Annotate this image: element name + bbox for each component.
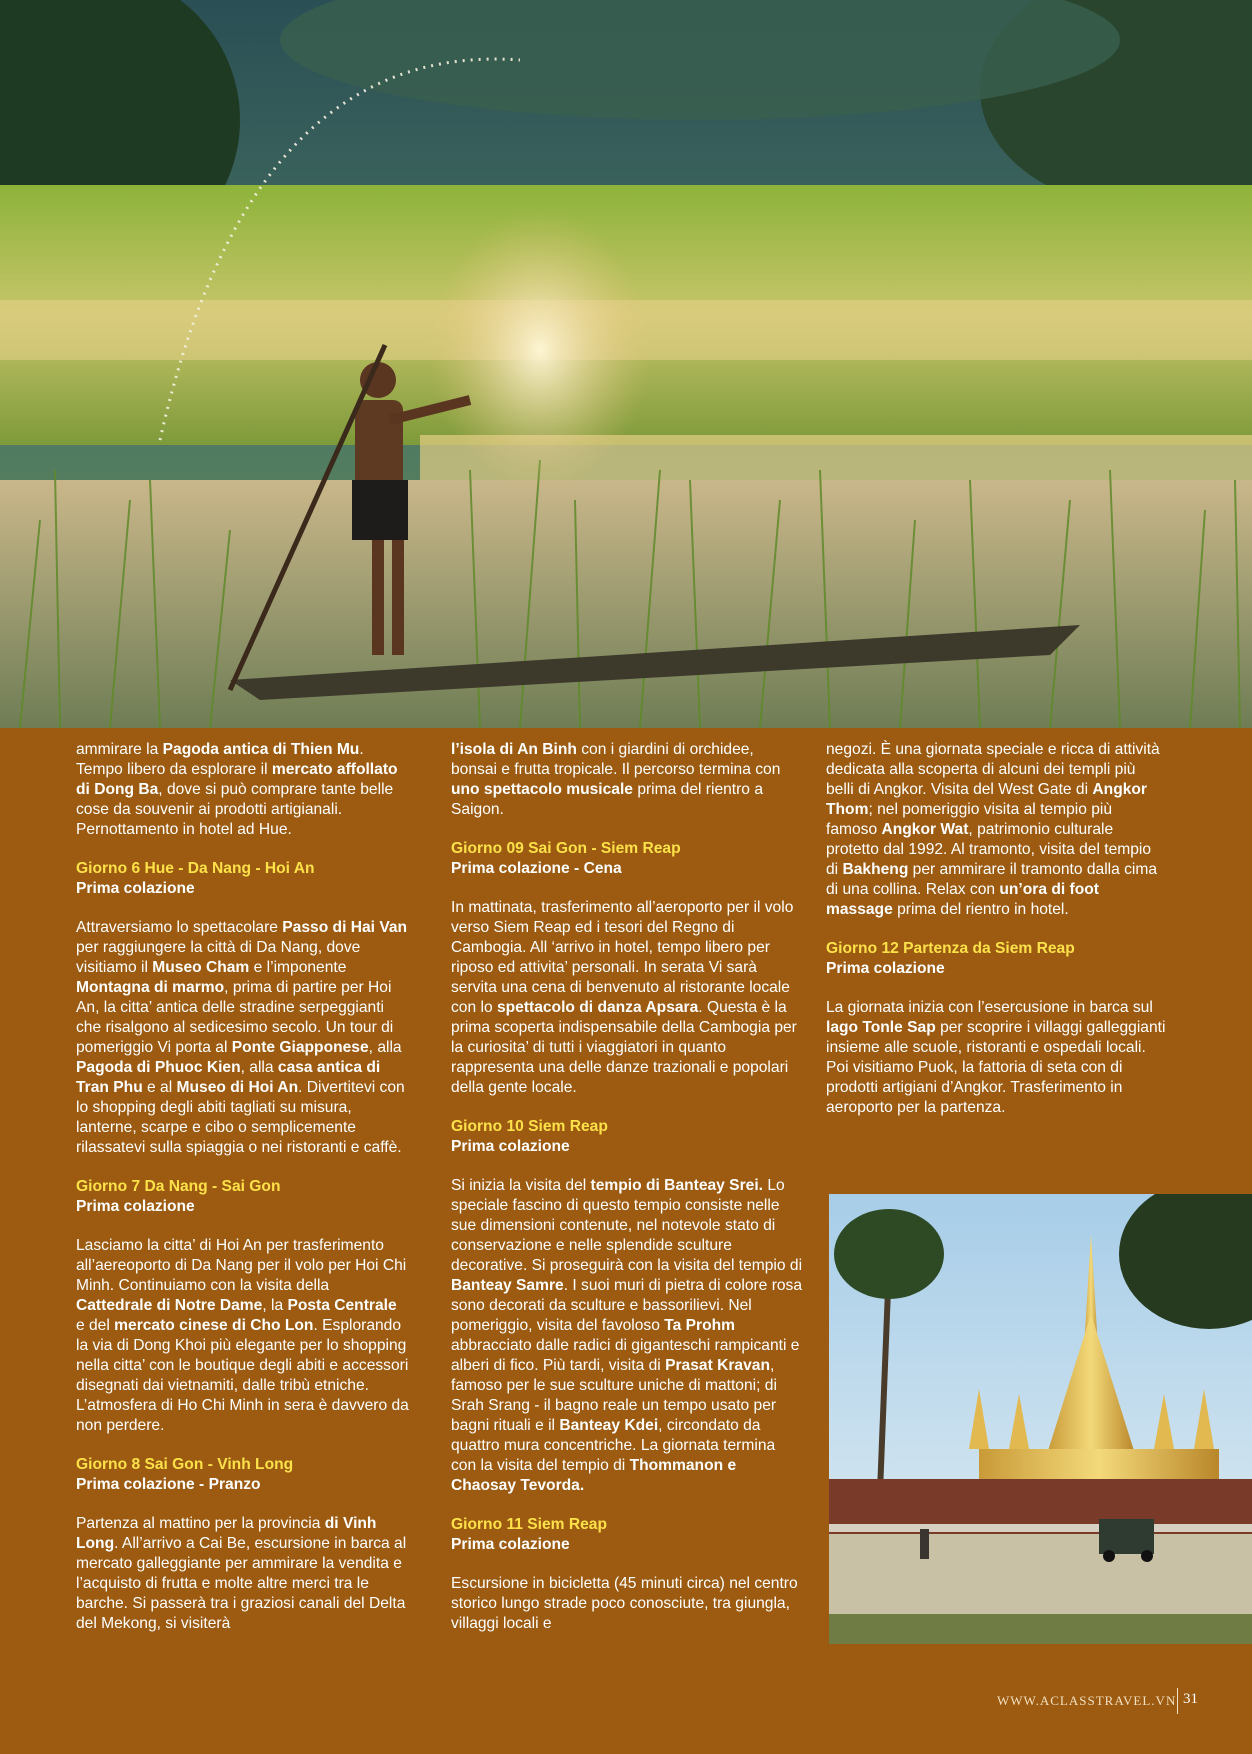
highlight-place: mercato affollato di Dong Ba [76, 761, 398, 798]
itinerary-paragraph: Si inizia la visita del tempio di Banteay Srei. Lo speciale fascino di questo tempio consiste nelle sue dimensioni contenute, nel notevole stato di conservazione e nelle splendide sculture decorative. Si proseguirà con la visita del tempio di Banteay Samre. I suoi muri di pietra di colore rosa sono decorati da sculture e bassorilievi. Nel pomeriggio, visita del favoloso Ta Prohm abbracciato dalle radici di giganteschi rampicanti e alberi di fico. Più tardi, visita di Prasat Kravan, famoso per le sue sculture uniche di mattoni; di Srah Srang - il bagno reale un tempo usato per bagni rituali e il Banteay Kdei, circondato da quattro mura concentriche. La giornata termina con la visita del tempio di Thommanon e Chaosay Tevorda. [451, 1177, 803, 1494]
highlight-place: mercato cinese di Cho Lon [114, 1317, 314, 1334]
highlight-place: un’ora di foot massage [826, 881, 1099, 918]
fisherman-casting-net-photo [0, 0, 1252, 728]
text-column-2 [451, 740, 803, 1653]
day-heading [76, 1455, 409, 1495]
highlight-place: Angkor Wat [881, 821, 969, 838]
day-heading [451, 1515, 803, 1555]
day-heading [76, 859, 409, 899]
meal-info: Prima colazione [76, 880, 195, 897]
highlight-place: Cattedrale di Notre Dame [76, 1297, 263, 1314]
day-heading [451, 839, 803, 879]
golden-stupa-photo [829, 1194, 1252, 1644]
day-title: Giorno 6 Hue - Da Nang - Hoi An [76, 860, 315, 877]
day-title: Giorno 11 Siem Reap [451, 1516, 607, 1533]
highlight-place: Pagoda antica di Thien Mu [162, 741, 360, 758]
day-heading [826, 939, 1166, 979]
highlight-place: Banteay Samre [451, 1277, 564, 1294]
meal-info: Prima colazione - Cena [451, 860, 622, 877]
highlight-place: Prasat Kravan [665, 1357, 770, 1374]
footer-divider [1177, 1688, 1178, 1714]
day-heading [451, 1117, 803, 1157]
highlight-place: Pagoda di Phuoc Kien [76, 1059, 241, 1076]
itinerary-paragraph: La giornata inizia con l’esercusione in barca sul lago Tonle Sap per scoprire i villaggi galleggianti insieme alle scuole, ristoranti e ospedali locali. Poi visitiamo Puok, la fattoria di seta con di prodotti artigiani d’Angkor. Trasferimento in aeroporto per la partenza. [826, 999, 1166, 1116]
text-column-3 [826, 740, 1166, 1137]
text-column-1 [76, 740, 409, 1653]
highlight-place: Posta Centrale [287, 1297, 397, 1314]
day-title: Giorno 12 Partenza da Siem Reap [826, 940, 1075, 957]
day-title: Giorno 8 Sai Gon - Vinh Long [76, 1456, 294, 1473]
highlight-place: Ta Prohm [664, 1317, 735, 1334]
highlight-place: di Vinh Long [76, 1515, 377, 1552]
itinerary-paragraph: Attraversiamo lo spettacolare Passo di Hai Van per raggiungere la città di Da Nang, dove visitiamo il Museo Cham e l’imponente Montagna di marmo, prima di partire per Hoi An, la citta’ antica delle stradine serpeggianti che risalgono al sedicesimo secolo. Un tour di pomeriggio Vi porta al Ponte Giapponese, alla Pagoda di Phuoc Kien, alla casa antica di Tran Phu e al Museo di Hoi An. Divertitevi con lo shopping degli abiti tagliati su misura, lanterne, scarpe e cibo o semplicemente rilassatevi sulla spiaggia o nei ristoranti e caffè. [76, 919, 408, 1156]
itinerary-paragraph: Escursione in bicicletta (45 minuti circa) nel centro storico lungo strade poco conosciute, tra giungla, villaggi locali e [451, 1575, 798, 1632]
itinerary-paragraph: Lasciamo la citta’ di Hoi An per trasferimento all’aereoporto di Da Nang per il volo per Hoi Chi Minh. Continuiamo con la visita della Cattedrale di Notre Dame, la Posta Centrale e del mercato cinese di Cho Lon. Esplorando la via di Dong Khoi più elegante per lo shopping nella citta’ con le boutique degli abiti e accessori disegnati dai vietnamiti, dalle tribù etniche. L’atmosfera di Ho Chi Minh in sera è davvero da non perdere. [76, 1237, 409, 1434]
itinerary-paragraph: negozi. È una giornata speciale e ricca di attività dedicata alla scoperta di alcuni dei templi più belli di Angkor. Visita del West Gate di Angkor Thom; nel pomeriggio visita al tempio più famoso Angkor Wat, patrimonio culturale protetto dal 1992. Al tramonto, visita del tempio di Bakheng per ammirare il tramonto dalla cima di una collina. Relax con un’ora di foot massage prima del rientro in hotel. [826, 741, 1160, 918]
highlight-place: Ponte Giapponese [231, 1039, 369, 1056]
highlight-place: Museo di Hoi An [176, 1079, 299, 1096]
itinerary-paragraph: l’isola di An Binh con i giardini di orchidee, bonsai e frutta tropicale. Il percorso termina con uno spettacolo musicale prima del rientro a Saigon. [451, 741, 781, 818]
itinerary-paragraph: In mattinata, trasferimento all’aeroporto per il volo verso Siem Reap ed i tesori del Regno di Cambogia. All ‘arrivo in hotel, tempo libero per riposo ed attivita’ personali. In serata Vi sarà servita una cena di benvenuto al ristorante locale con lo spettacolo di danza Apsara. Questa è la prima scoperta indispensabile della Cambogia per la curiosita’ di tutti i viaggiatori in quanto rappresenta una delle danze trazionali e popolari della gente locale. [451, 899, 797, 1096]
temple-photo [829, 1194, 1252, 1644]
page-number: 31 [1183, 1691, 1198, 1707]
highlight-place: Bakheng [842, 861, 909, 878]
highlight-place: uno spettacolo musicale [451, 781, 633, 798]
website-url: WWW.ACLASSTRAVEL.VN [997, 1693, 1177, 1708]
highlight-place: Thommanon e Chaosay Tevorda. [451, 1457, 737, 1494]
itinerary-paragraph: ammirare la Pagoda antica di Thien Mu. Tempo libero da esplorare il mercato affollato di Dong Ba, dove si può comprare tante belle cose da souvenir ai prodotti artigianali. Pernottamento in hotel ad Hue. [76, 741, 398, 838]
meal-info: Prima colazione [451, 1536, 570, 1553]
highlight-place: spettacolo di danza Apsara [496, 999, 699, 1016]
itinerary-paragraph: Partenza al mattino per la provincia di Vinh Long. All’arrivo a Cai Be, escursione in barca al mercato galleggiante per ammirare la vendita e l’acquisto di frutta e molte altre merci tra le barche. Si passerà tra i graziosi canali del Delta del Mekong, si visiterà [76, 1515, 407, 1632]
day-title: Giorno 09 Sai Gon - Siem Reap [451, 840, 681, 857]
day-title: Giorno 10 Siem Reap [451, 1118, 608, 1135]
highlight-place: Museo Cham [152, 959, 250, 976]
day-heading [76, 1177, 409, 1217]
meal-info: Prima colazione [451, 1138, 570, 1155]
highlight-place: Banteay Kdei [559, 1417, 659, 1434]
meal-info: Prima colazione [826, 960, 945, 977]
meal-info: Prima colazione - Pranzo [76, 1476, 261, 1493]
highlight-place: casa antica di Tran Phu [76, 1059, 381, 1096]
highlight-place: lago Tonle Sap [826, 1019, 936, 1036]
hero-photo [0, 0, 1252, 728]
highlight-place: Angkor Thom [826, 781, 1147, 818]
highlight-place: Passo di Hai Van [282, 919, 408, 936]
day-title: Giorno 7 Da Nang - Sai Gon [76, 1178, 281, 1195]
highlight-place: Montagna di marmo [76, 979, 225, 996]
meal-info: Prima colazione [76, 1198, 195, 1215]
highlight-place: l’isola di An Binh [451, 741, 577, 758]
highlight-place: tempio di Banteay Srei. [590, 1177, 763, 1194]
